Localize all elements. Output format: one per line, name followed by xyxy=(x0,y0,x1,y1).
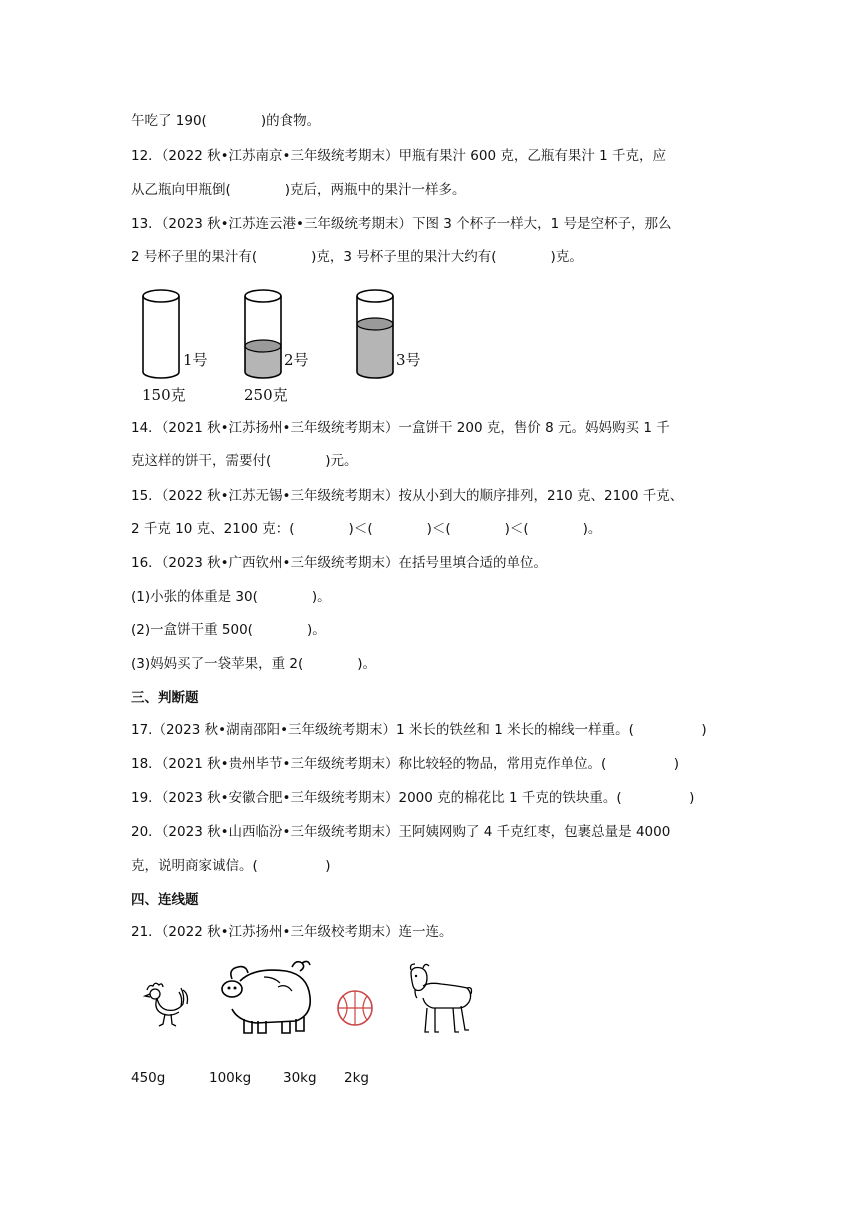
rooster-icon xyxy=(135,980,195,1030)
cup-2-icon xyxy=(245,290,281,378)
ball-icon xyxy=(335,988,375,1028)
question-16-part3: (3)妈妈买了一袋苹果，重 2( )。 xyxy=(131,656,377,672)
question-15-line2: 2 千克 10 克、2100 克：( )＜( )＜( )＜( )。 xyxy=(131,521,602,537)
question-21: 21．（2022 秋•江苏扬州•三年级校考期末）连一连。 xyxy=(131,924,453,940)
question-18: 18．（2021 秋•贵州毕节•三年级统考期末）称比较轻的物品，常用克作单位。( ) xyxy=(131,756,680,772)
question-12-line2: 从乙瓶向甲瓶倒( )克后，两瓶中的果汁一样多。 xyxy=(131,182,466,198)
answer-2kg: 2kg xyxy=(344,1070,369,1086)
answer-450g: 450g xyxy=(131,1070,166,1086)
cup-1-name: 1号 xyxy=(183,351,208,369)
section-4-heading: 四、连线题 xyxy=(131,892,199,908)
question-17: 17.（2023 秋•湖南邵阳•三年级统考期末）1 米长的铁丝和 1 米长的棉线一样重。( ) xyxy=(131,722,707,738)
question-13-line1: 13．（2023 秋•江苏连云港•三年级统考期末）下图 3 个杯子一样大，1 号是空杯子，那么 xyxy=(131,216,672,232)
cup-2-weight: 250克 xyxy=(244,386,288,404)
question-13-line2: 2 号杯子里的果汁有( )克，3 号杯子里的果汁大约有( )克。 xyxy=(131,249,583,265)
question-12-line1: 12．（2022 秋•江苏南京•三年级统考期末）甲瓶有果汁 600 克，乙瓶有果汁 1 千克，应 xyxy=(131,148,667,164)
question-16-part2: (2)一盒饼干重 500( )。 xyxy=(131,622,326,638)
cup-3-icon xyxy=(357,290,393,378)
question-14-line2: 克这样的饼干，需要付( )元。 xyxy=(131,453,358,469)
question-15-line1: 15．（2022 秋•江苏无锡•三年级统考期末）按从小到大的顺序排列，210 克、2100 千克、 xyxy=(131,488,684,504)
section-3-heading: 三、判断题 xyxy=(131,690,199,706)
question-19: 19．（2023 秋•安徽合肥•三年级统考期末）2000 克的棉花比 1 千克的铁块重。( ) xyxy=(131,790,695,806)
question-16: 16．（2023 秋•广西钦州•三年级统考期末）在括号里填合适的单位。 xyxy=(131,555,548,571)
cup-2-name: 2号 xyxy=(284,351,309,369)
goat-icon xyxy=(405,962,475,1036)
question-20-line1: 20．（2023 秋•山西临汾•三年级统考期末）王阿姨网购了 4 千克红枣，包裹总量是 4000 xyxy=(131,824,671,840)
question-20-line2: 克，说明商家诚信。( ) xyxy=(131,858,331,874)
answer-100kg: 100kg xyxy=(209,1070,252,1086)
cup-1-icon xyxy=(143,290,179,378)
question-11-tail: 午吃了 190( )的食物。 xyxy=(131,113,321,129)
cup-3-name: 3号 xyxy=(396,351,421,369)
question-14-line1: 14．（2021 秋•江苏扬州•三年级统考期末）一盒饼干 200 克，售价 8 元。妈妈购买 1 千 xyxy=(131,420,670,436)
question-16-part1: (1)小张的体重是 30( )。 xyxy=(131,589,331,605)
cup-1-weight: 150克 xyxy=(142,386,186,404)
pig-icon xyxy=(218,957,316,1039)
answer-30kg: 30kg xyxy=(283,1070,317,1086)
